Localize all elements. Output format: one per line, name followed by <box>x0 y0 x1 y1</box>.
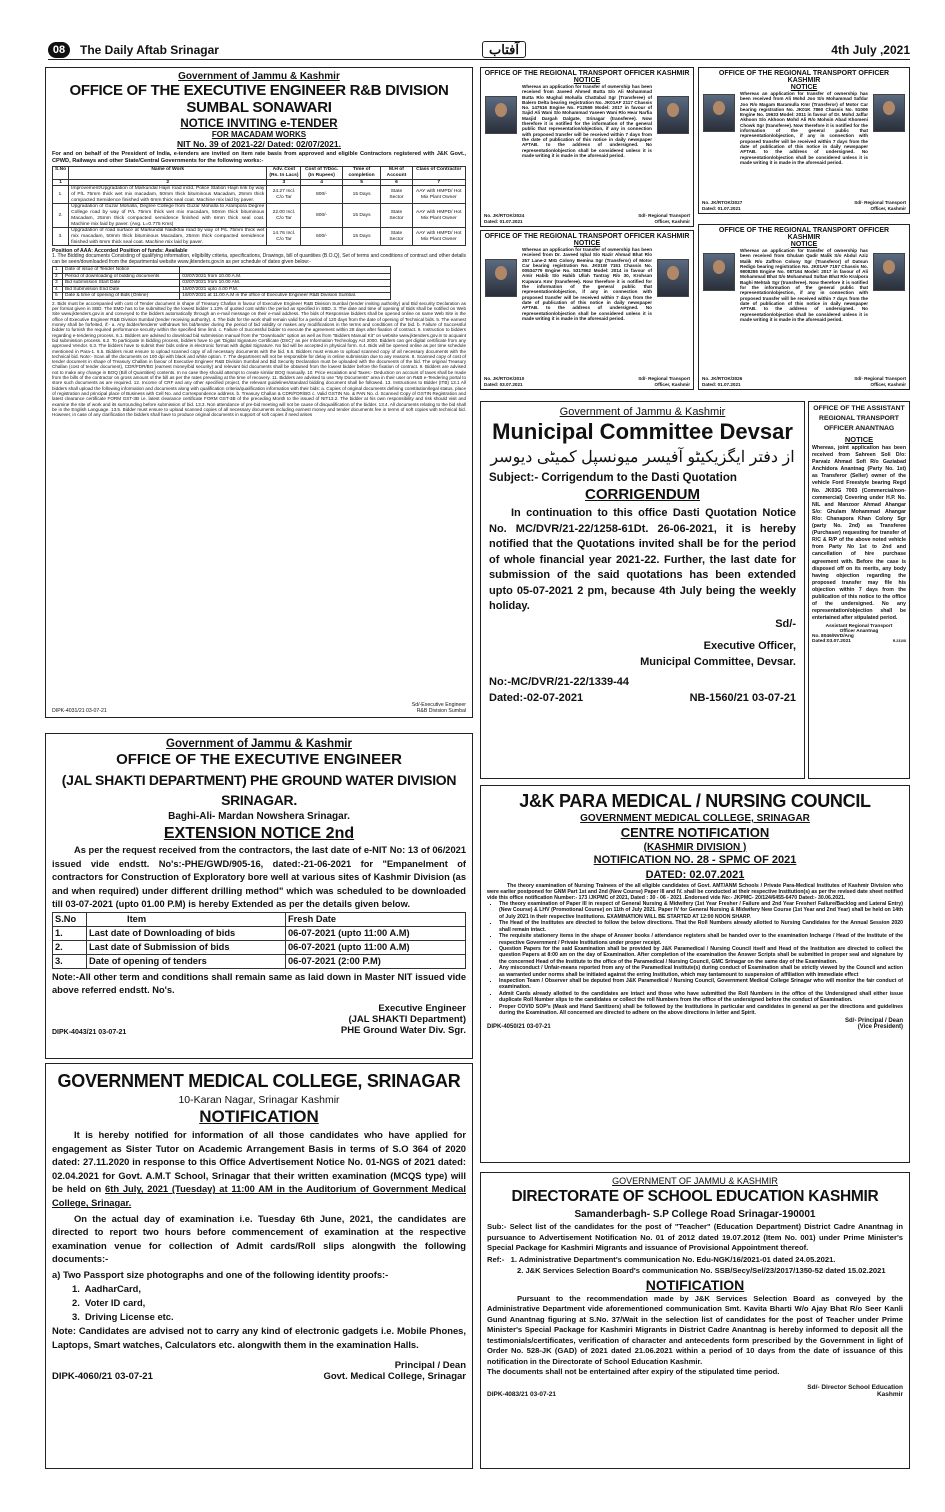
rto4-footer <box>702 376 906 387</box>
rb-dipk: DIPK-4031/21 03-07-21 <box>52 708 107 714</box>
ana-ref: R.23108 <box>892 639 906 644</box>
rb-col-header: Name of Work <box>69 167 267 179</box>
rb-col-number: 4 <box>301 179 342 186</box>
rb-col-number: 6 <box>381 179 412 186</box>
list-item: ▪ Proper COVID SOP's (Mask and Hand Sanitizers) shall be followed by the Institutions in particular and candidates in general as per the directions and guidelines during the Examination. All concerned are directed to adhere on the above directions in letter and Spirit. <box>499 1004 903 1016</box>
gmc-footer <box>52 1371 466 1382</box>
gmc-note: Note: Candidates are advised not to carry any kind of electronic gadgets i.e. Mobile Phones, Laptops, Smart watches, Calculators etc. alongwith them in the examination Halls. <box>52 1324 466 1350</box>
gmc-notification <box>45 1063 473 1469</box>
newspaper-logo: آفتاب <box>482 41 526 58</box>
phe-title1: OFFICE OF THE EXECUTIVE ENGINEER <box>116 751 402 768</box>
para-sub: GOVERNMENT MEDICAL COLLEGE, SRINAGAR <box>580 813 810 824</box>
gmc-id1: 1. AadharCard, <box>72 1282 141 1294</box>
applicant-photo-3 <box>703 94 735 132</box>
rto-notice-4 <box>698 224 910 390</box>
ana-body: Whereas, joint application has been received from Sahreen Soli D/o: Parvaiz Ahmad Sofi R/o Gaziabad Anchidora Anantnag (Party No. 1st) as Transferor (Seller) owner of the vehicle Ford Freestyle bearing Regd No. JK03G 7003 (Commercial/non-commercial) Covering under H.P. No. NIL and Manzoor Ahmad Ahangar S/o: Ghulam Mohammad Ahangar R/o: Chanapora Khan Colony Sgr (party No. 2nd) as Transferee (Purchaser) requesting for transfer of R/C & R/P of the above noted vehicle from Party No 1st to 2nd and cancellation of hire purchase agreement with. Before the case is disposed off on its merits, any body having objection regarding the proposed transfer may file his objection within 7 days from the publication of this notice to the office of the undersigned. No any representation/objection shall be entertained after stipulated period. <box>812 445 906 622</box>
dse-title: DIRECTORATE OF SCHOOL EDUCATION KASHMIR <box>511 1188 879 1205</box>
mc-nb: NB-1560/21 03-07-21 <box>689 691 796 704</box>
para-notif: NOTIFICATION NO. 28 - SPMC OF 2021 <box>593 854 797 866</box>
rb-col-number: 3 <box>267 179 301 186</box>
dse-sig1: Sd/- Director School Education <box>807 1383 903 1391</box>
table-cell: 15 Days <box>342 186 381 204</box>
gmc-sig2: Govt. Medical College, Srinagar <box>323 1370 466 1382</box>
rto3-sig2: Officer, Kashmir <box>654 381 690 387</box>
rto2-footer <box>702 200 906 211</box>
ana-t2: REGIONAL TRANSPORT <box>819 415 899 422</box>
rto1-sig1: Sd/- Regional Transport <box>638 213 690 219</box>
mc-corrigendum: CORRIGENDUM <box>585 486 700 503</box>
table-cell: Bid Submission End Date <box>63 286 180 293</box>
rto4-sig1: Sd/- Regional Transport <box>854 376 906 382</box>
ana-sig2: Officer Anantnag <box>839 629 879 635</box>
mc-sig1: Executive Officer, <box>703 639 796 652</box>
table-cell: 03/07/2021 from 10.00 A.M. <box>180 273 391 280</box>
list-item: ▪ The requisite stationery items in the shape of Answer books / attendance registers shall be handed over to the examination Incharge / Head of the Institute of the respective Government / Private Institutions under proper receipt. <box>499 933 903 945</box>
gmc-address: 10-Karan Nagar, Srinagar Kashmir <box>178 1094 340 1106</box>
rto1-date: Dated: 01.07.2021 <box>484 218 523 224</box>
para-dated: DATED: 02.07.2021 <box>645 869 745 881</box>
phe-extension-notice <box>45 733 473 1059</box>
phe-title2: (JAL SHAKTI DEPARTMENT) PHE GROUND WATER DIVISION SRINAGAR. <box>61 772 457 808</box>
rb-position: Position of AAA: Accorded Position of funds: Available <box>52 248 188 255</box>
table-cell: Bid submission Start Date <box>63 280 180 287</box>
rto4-sig2: Officer, Kashmir <box>870 381 906 387</box>
table-cell: Upgradation of Guzar Mohalla, Degree College from Guzar Mohalla to Arampora Degree College road by way of P/L 75mm thick wet mix macadam, 50mm thick bituminous Macadam, 25mm thick compacted semidence finished with 6mm thick seal coat. Machine mix laid by paver. (Avg. L=0.775 Kms) <box>69 204 267 228</box>
table-cell: 16/07/2021 at 11.00 A.M in the office of Executive Engineer R&B Division Sumbal. <box>180 293 391 300</box>
table-cell: 2. <box>53 940 87 954</box>
table-cell: 600/- <box>301 228 342 246</box>
ana-t3: OFFICER ANANTNAG <box>823 425 895 432</box>
rto1-sig2: Officer, Kashmir <box>654 218 690 224</box>
table-cell: 06-07-2021 (upto 11:00 A.M) <box>286 940 466 954</box>
paramedical-notification <box>480 785 910 1163</box>
para-centre: CENTRE NOTIFICATION <box>620 825 770 840</box>
rto2-head: OFFICE OF THE REGIONAL TRANSPORT OFFICER KASHMIR <box>718 70 890 84</box>
rto1-footer <box>484 213 690 224</box>
mc-urdu: از دفتر ایگزیکیٹو آفیسر میونسپل کمیٹی دیوسر <box>490 449 795 466</box>
rto-notice-2 <box>698 67 910 214</box>
newspaper-name: The Daily Aftab Srinagar <box>80 43 219 57</box>
rto2-notice: NOTICE <box>790 84 818 91</box>
municipal-corrigendum <box>480 401 805 779</box>
phe-address: Baghi-Ali- Mardan Nowshera Srinagar. <box>168 811 350 822</box>
phe-col-item: Item <box>87 912 286 926</box>
applicant-photo-6 <box>657 259 689 297</box>
table-cell: Last date of Submission of bids <box>87 940 286 954</box>
rto-notice-1 <box>480 67 694 227</box>
rb-col-header: Cost of T/Doc. (In Rupees) <box>301 167 342 179</box>
dse-address: Samanderbagh- S.P College Road Srinagar-190001 <box>574 1209 816 1220</box>
table-cell: 15 Days <box>342 228 381 246</box>
rb-footer <box>52 702 466 714</box>
table-cell: 4 <box>53 286 63 293</box>
table-cell: 3. <box>53 228 69 246</box>
rto4-no: No. JK/RTOK/3026 <box>702 376 743 382</box>
rto4-head: OFFICE OF THE REGIONAL TRANSPORT OFFICER KASHMIR <box>718 227 890 241</box>
gmc-para2: On the actual day of examination i.e. Tuesday 6th June, 2021, the candidates are directed to report two hours before commencement of examination at the respective examination venue for collection of Admit cards/Roll slips alongwith the following documents:- <box>52 1212 466 1265</box>
rb-col-number: 2 <box>69 179 267 186</box>
rb-col-number: 7 <box>412 179 465 186</box>
table-row <box>53 940 466 954</box>
para-instructions <box>487 901 903 1016</box>
table-cell: 2. <box>53 204 69 228</box>
table-cell: Improvement/Upgradation of Markundal Hajin road incld. Police Station Hajin link by way of P/L 75mm thick wet mix macadam, 50mm thick bituminous Macadam, 25mm thick compacted Semidence finished with 6mm thick seal coat. Machine mix laid by paver. <box>69 186 267 204</box>
table-cell: 03/07/2021 from 10.00 AM. <box>180 280 391 287</box>
rto3-head: OFFICE OF THE REGIONAL TRANSPORT OFFICER KASHMIR <box>484 233 690 240</box>
phe-body: As per the request received from the contractors, the last date of e-NIT No: 13 of 06/2021 issued vide endstt. No's:-PHE/GWD/905-16, dated:-21-06-2021 for "Empanelment of contractors for Construction of Exploratory bore well at various sites of Kashmir Division (as and when required) under different drilling method" which was scheduled to be downloaded till 03-07-2021 (upto 01.00 P.M) is hereby Extended as per the details given below. <box>52 845 466 910</box>
table-cell: 800/- <box>301 204 342 228</box>
dse-ref2: 2. J&K Services Selection Board's communication No. SSB/Secy/Sel/23/2017/1350-52 dated 15.02.2021 <box>517 1265 886 1275</box>
table-cell: State Sector <box>381 204 412 228</box>
rb-col-header: S.No <box>53 167 69 179</box>
phe-gov: Government of Jammu & Kashmir <box>166 738 352 750</box>
gmc-notification-heading: NOTIFICATION <box>199 1107 319 1126</box>
gmc-para1 <box>52 1128 466 1210</box>
rb-works-table <box>52 166 466 246</box>
table-row <box>53 286 391 293</box>
dse-gov: GOVERNMENT OF JAMMU & KASHMIR <box>612 1176 778 1186</box>
table-cell: 1 <box>53 266 63 273</box>
table-row <box>53 186 466 204</box>
gmc-sig1: Principal / Dean <box>394 1359 466 1371</box>
table-cell: 5 <box>53 293 63 300</box>
page-number: 08 <box>48 42 70 58</box>
para-intro: The theory examination of Nursing Trainees of the all eligible candidates of Govt. AMT/ANM Schools / Private Para-Medical Institutes of Kashmir Division who were earlier postponed for GNM Part 1st and 2nd (New Course) Paper III and IV. shall be conducted at their respective Institution(s) as per the revised date sheet notified vide this office notification Number:- 173 /JKPMC of 2021, Dated : 30 - 06 - 2021 .Endorsed vide No:- JKPMC- 20/124/6455-6470 Dated:- 30.06.2021. <box>487 883 903 902</box>
table-cell: 24.27 Incl. C/o Tar <box>267 186 301 204</box>
dse-notification-heading: NOTIFICATION <box>645 1276 745 1293</box>
rb-sig2: R&B Division Sumbal <box>416 708 466 714</box>
para-footer <box>487 1024 903 1030</box>
phe-sig1: Executive Engineer <box>378 1002 466 1014</box>
rb-col-header: Class of Contractor <box>412 167 465 179</box>
table-cell: 14.76 Incl. C/o Tar <box>267 228 301 246</box>
rto2-date: Dated: 01.07.2021 <box>702 205 741 211</box>
mc-date: Dated:-02-07-2021 <box>489 691 584 704</box>
table-cell: 3 <box>53 280 63 287</box>
gmc-id2: 2. Voter ID card, <box>72 1296 146 1308</box>
mc-subject: Subject:- Corrigendum to the Dasti Quotation <box>489 472 737 484</box>
list-item: ▪ The theory examination of Paper III in respect of General Nursing & Midwifery (1st Year Fresher / Failure and 2nd Year Fresher/ Failure/Backlog and Lateral Entry) (New Course) & LHV (Promotional Course) on 11th of July 2021. Paper IV for General Nursing & Midwifery New Course (1st Year and 2nd Year) shall be held on 14th of July 2021 in their respective Institutions. EXAMINATION WILL BE STARTED AT 12:00 NOON SHARP. <box>499 901 903 920</box>
rb-col-number: 1 <box>53 179 69 186</box>
rb-nit: NIT No. 39 of 2021-22/ Dated: 02/07/2021. <box>177 139 341 149</box>
rto4-text: Whereas an application for transfer of ownership has been received from Ghulam Qadir Malik S/o Abdul Aziz Malik R/o Zaffron Colony Sgr (Transferor) of Datsun Redigo bearing registration No. JK01AF 7157 Chassis No. 9808255 Engine No. 087164 Model: 2017 in favour of Ali Mohammad Bhat S/o Mohammad Sultan Bhat R/o Kralpora Baghi Mehtab Sgr (transferee). Now therefore it is notified for the information of the general public that representation/objection, if any in connection with proposed transfer will be received within 7 days from the date of publication of this notice in daily newspaper AFTAB. to the address of undersigned. No representation/objection shall be considered unless it is made writing it is made in the aforesaid period. <box>740 248 868 322</box>
dse-last: The documents shall not be entertained after expiry of the stipulated time period. <box>487 1367 780 1376</box>
rb-notice-heading: NOTICE INVITING e-TENDER <box>180 118 338 130</box>
para-dipk: DIPK-4050/21 03-07-21 <box>487 1024 551 1031</box>
mc-title: Municipal Committee Devsar <box>492 419 793 444</box>
dse-dipk: DIPK-4083/21 03-07-21 <box>487 1390 557 1398</box>
applicant-photo-7 <box>703 253 735 291</box>
applicant-photo-4 <box>873 94 905 132</box>
phe-sig2: (JAL SHAKTI Department) <box>348 1013 466 1025</box>
table-row <box>53 926 466 940</box>
table-row <box>53 204 466 228</box>
table-cell: 06-07-2021 (upto 11:00 A.M) <box>286 926 466 940</box>
phe-extension: EXTENSION NOTICE 2nd <box>163 825 355 842</box>
dse-footer <box>487 1391 903 1398</box>
table-cell: Date of issue of Tender Notice <box>63 266 180 273</box>
phe-sig3: PHE Ground Water Div. Sgr. <box>340 1024 466 1036</box>
phe-dates-table <box>52 912 466 969</box>
rto4-date: Dated: 01.07.2021 <box>702 381 741 387</box>
mc-sig2: Municipal Committee, Devsar. <box>640 655 796 668</box>
phe-col-date: Fresh Date <box>286 912 466 926</box>
gmc-para1-text: It is hereby notified for information of all those candidates who have applied for engagement as Sister Tutor on Academic Arrangement Basis in terms of S.O 364 of 2020 dated: 27.11.2020 in response to this Office Advertisement Notice No. 01-NGS of 2021 dated: 02.04.2021 for Govt. A.M.T School, Srinagar that their written examination (MCQS type) will be held on <box>52 1129 466 1195</box>
para-sig1: Sd/- Principal / Dean <box>844 1018 903 1025</box>
mc-body: In continuation to this office Dasti Quotation Notice No. MC/DVR/21-22/1258-61Dt. 26-06-2021, it is hereby notified that the Quotations invited shall be for the period of whole financial year 2021-22. Further, the last date for submission of the said quotations has been extended upto 05-07-2021 2 pm, because 4th July being the weekly holiday. <box>489 507 796 612</box>
rb-intro: For and on behalf of the President of India, e-tenders are invited on item rate basis from approved and eligible Contractors registered with J&K Govt., CPWD, Railways and other State/Central Governments for the following works:- <box>52 151 466 164</box>
dse-body: Pursuant to the recommendation made by J&K Services Selection Board as conveyed by the Administrative Department vide aforementioned communication Smt. Kavita Bharti W/o Ajay Bhat R/o Seer Kanli Gund Anantnag figuring at S.No. 37/Wait in the selection list of candidates for the post of Teacher under Prime Minister's Special Package for Kashmiri Migrants in District Cadre Anantnag is hereby informed to deposit all the testimonials/certificates, verification of character and antecedents form prescribed by the Government in light of Order No. 528-JK (GAD) of 2021 dated 21.06.2021 within a period of 10 days from the date of issuance of this notification in the Directorate of School Education Kashmir. <box>487 1293 903 1366</box>
table-row <box>53 266 391 273</box>
page-header <box>48 42 910 60</box>
mc-no: No:-MC/DVR/21-22/1339-44 <box>489 675 629 688</box>
table-cell: AAY with HMPD/ Hot Mix Plant Owner <box>412 204 465 228</box>
rb-for: FOR MACADAM WORKS <box>211 130 307 139</box>
list-item: ▪ Admit Cards already allotted to the candidates are intact and those who have submitted the Roll Numbers in the office of the Undersigned shall either issue duplicate Roll Number slips to the candidates or collect the roll Numbers from the office of the undersigned before the conduct of Examination. <box>499 991 903 1003</box>
ana-t1: OFFICE OF THE ASSISTANT <box>813 405 905 412</box>
rto-notice-3 <box>480 230 694 390</box>
table-cell: 2 <box>53 273 63 280</box>
list-item: ▪ Question Papers for the said Examination shall be provided by J&K Paramedical / Nursing Council itself and Head of the Institution are directed to collect the question Papers at 8:00 am on the day of Examination. After completion of the examination the Answer Scripts shall be submitted in proper seal and signature by the concerned Head of the Institute to the office of the Paramedical / Nursing Council, GMC Srinagar on the same day of the Examination. <box>499 946 903 965</box>
dse-subject: Sub:- Select list of the candidates for the post of "Teacher" (Education Department) District Cadre Anantnag in pursuance to Advertisement Notification No. 01 of 2012 dated 19.07.2012 (Item No. 001) under Prime Minister's Special Package for Kashmiri Migrants and issuance of Provisional Appointment thereof. <box>487 1222 903 1252</box>
phe-note: Note:-All other term and conditions shall remain same as laid down in Master NIT issued vide above referred endstt. No's. <box>52 971 466 995</box>
table-cell: 15/07/2021 upto 4.00 P.M. <box>180 286 391 293</box>
table-row <box>53 280 391 287</box>
rb-gov: Government of Jammu & Kashmir <box>178 71 340 82</box>
table-cell: Upgradation of road surface at Markundal Naidkhai road by way of P/L 75mm thick wet mix macadam, 50mm thick bituminous Macadam, 25mm thick compacted semidence finished with 6mm thick seal coat. Machine mix laid by paver. <box>69 228 267 246</box>
rb-tender-notice <box>45 67 473 718</box>
phe-footer <box>52 1025 466 1036</box>
applicant-photo-2 <box>657 96 689 134</box>
table-row <box>53 293 391 300</box>
dse-ref1: Ref:- 1. Administrative Department's communication No. Edu-NGK/16/2021-01 dated 24.05.2021. <box>487 1254 836 1264</box>
gmc-dipk: DIPK-4060/21 03-07-21 <box>52 1370 153 1382</box>
rb-col-number: 5 <box>342 179 381 186</box>
rto3-no: No. JK/RTOK/3010 <box>484 376 525 382</box>
ana-date: Dated:03.07.2021 <box>812 639 851 645</box>
table-cell: 06-07-2021 (2:00 P.M) <box>286 954 466 968</box>
rto1-no: No. JK/RTOK/3024 <box>484 213 525 219</box>
table-row <box>53 228 466 246</box>
mc-footer <box>489 692 796 704</box>
rto2-text: Whereas an application for transfer of ownership has been received from Ali Mohd Joo S/o Mohammad Safdar Joo R/o Magam Baramulla Kmr (Transferor) of Motor Car bearing registration No. JK01K 7860 Chassis No. 51006 Engine No. 19633 Model: 2011 in favour of Dr. Mohd Jaffar Akhoon S/o Akhoon Mohd Ali R/o Mohsin Abad Khomeni Chowk Sgr (transferee). Now therefore it is notified for the information of the general public that representation/objection, if any in connection with proposed transfer will be received within 7 days from the date of publication of this notice in daily newspaper AFTAB. to the address of undersigned. No representation/objection shall be considered unless it is made writing it is made in the aforesaid period. <box>740 91 868 165</box>
table-cell: 22.00 Incl. C/o Tar <box>267 204 301 228</box>
table-row <box>53 273 391 280</box>
table-cell: AAY with HMPD/ Hot Mix Plant Owner <box>412 228 465 246</box>
gmc-title: GOVERNMENT MEDICAL COLLEGE, SRINAGAR <box>57 1071 461 1091</box>
table-cell: 3. <box>53 954 87 968</box>
rto4-notice: NOTICE <box>790 241 818 248</box>
dse-sig2: Kashmir <box>876 1390 903 1398</box>
para-division: (KASHMIR DIVISION ) <box>643 842 747 853</box>
table-cell: AAY with HMPD/ Hot Mix Plant Owner <box>412 186 465 204</box>
table-cell: 15 Days <box>342 204 381 228</box>
rto3-sig1: Sd/- Regional Transport <box>638 376 690 382</box>
mc-gov: Government of Jammu & Kashmir <box>559 406 726 418</box>
gmc-exam-date: 6th July, 2021 (Tuesday) at 11:00 AM in the Auditorium of Government Medical College, Srinagar. <box>52 1183 466 1208</box>
rb-dates-table <box>52 266 391 300</box>
rto1-head: OFFICE OF THE REGIONAL TRANSPORT OFFICER KASHMIR <box>484 70 690 77</box>
ana-footer <box>812 639 906 644</box>
rto1-text: Whereas an application for transfer of ownership has been received from Javeed Ahmed Butta S/o Ali Mohammad Butta R/o Mughal Mohalla Chattabal Sgr (Transferee) of Balero Delta bearing registration No. JK01AF 2117 Chassis No. 147516 Engine No. F12569 Model: 2017 in favour of Sajid Ali Wani S/o Mohammad Yaseen Wani R/o Hear Narfia Masjid Dargah Dalgate, Srinagar (transferee). Now therefore it is notified for the information of the general public that representation/objection, if any in connection with proposed transfer will be received within 7 days from the date of publication of this notice in daily newspaper AFTAB. to the address of undersigned. No representation/objection shall be considered unless it is made writing it is made in the aforesaid period. <box>522 84 652 158</box>
para-title: J&K PARA MEDICAL / NURSING COUNCIL <box>519 791 871 811</box>
rb-col-header: Adv. Cost (Rs. In Lacs) <box>267 167 301 179</box>
table-cell: 800/- <box>301 186 342 204</box>
rb-sig1: Sd/-Executive Engineer <box>411 702 466 708</box>
table-cell: 1. <box>53 186 69 204</box>
ana-sig1: Assistant Regional Transport <box>825 624 893 630</box>
table-cell: State Sector <box>381 186 412 204</box>
rto3-date: Dated: 03.07.2021 <box>484 381 523 387</box>
rb-title: OFFICE OF THE EXECUTIVE ENGINEER R&B DIVISION SUMBAL SONAWARI <box>69 82 449 116</box>
table-cell: 1. <box>53 926 87 940</box>
list-item: ▪ The Head of the Institutes are directed to follow the below directions. That the Roll Numbers already allotted to Nursing Candidates for the Annual Session 2020 shall remain intact. <box>499 920 903 932</box>
dse-notification <box>480 1172 910 1469</box>
rb-col-header: M.H of Account <box>381 167 412 179</box>
rb-col-header: Time of completion <box>342 167 381 179</box>
table-cell: State Sector <box>381 228 412 246</box>
rto2-sig2: Officer, Kashmir <box>870 205 906 211</box>
rb-para1: 1. The Bidding documents Consisting of qualifying information, eligibility criteria, specifications, Drawings, bill of quantities (B.O.Q), Set of terms and conditions of contract and other details can be seen/downloaded from the departmental website www.jktenders.gov.in as per schedule of dates given below:- <box>52 253 466 266</box>
rto3-text: Whereas an application for transfer of ownership has been received from Dr. Javeed Iqbal S/o Nazir Ahmad Bhat R/o 257 Lane-2 MIG Colony Bemina Sgr (Transferor) of Motor Car bearing registration No. JK01W 7151 Chassis No. 00534779 Engine No. 5317862 Model: 2014 in favour of Amir Habib S/o Habib Ullah Tantray R/o 30, Krohsan Kupwara Kmr (transferee). Now therefore it is notified for the information of the general public that representation/objection, if any in connection with proposed transfer will be received within 7 days from the date of publication of this notice in daily newspaper AFTAB. to the address of undersigned. No representation/objection shall be considered unless it is made writing it is made in the aforesaid period. <box>522 247 652 321</box>
table-cell <box>180 266 391 273</box>
ana-notice: NOTICE <box>844 435 874 444</box>
table-cell: Date of opening of tenders <box>87 954 286 968</box>
phe-dipk: DIPK-4043/21 03-07-21 <box>52 1028 127 1036</box>
rto3-footer <box>484 376 690 387</box>
applicant-photo-1 <box>485 96 517 134</box>
table-cell: Last date of Downloading of bids <box>87 926 286 940</box>
mc-sd: Sd/- <box>775 617 796 630</box>
anantnag-notice <box>808 401 910 779</box>
issue-date: 4th July ,2021 <box>831 43 910 57</box>
rto2-no: No. JK/RTOK/3027 <box>702 200 743 206</box>
gmc-docs: a) Two Passport size photographs and one of the following identity proofs:- <box>52 1268 389 1280</box>
table-cell: Period of downloading of bidding documents <box>63 273 180 280</box>
list-item: ▪ Any misconduct / Unfair-means reported from any of the Paramedical Institute(s) during conduct of Examination shall be strictly viewed by the Council and action as warranted under norms shall be initiated against the erring Institution, which may tantamount to suspension of affiliation with immediate effect <box>499 965 903 977</box>
rto2-sig1: Sd/- Regional Transport <box>854 200 906 206</box>
rto3-notice: NOTICE <box>573 240 601 247</box>
rto1-notice: NOTICE <box>573 77 601 84</box>
table-cell: Date & time of opening of Bids (Online) <box>63 293 180 300</box>
list-item: ▪ Inspection Team / Observer shall be deputed from J&K Paramedical / Nursing Council, Government Medical College Srinagar who will monitor the fair conduct of examination. <box>499 978 903 990</box>
applicant-photo-5 <box>485 259 517 297</box>
table-row <box>53 954 466 968</box>
gmc-id3: 3. Driving License etc. <box>72 1310 174 1322</box>
phe-col-sno: S.No <box>53 912 87 926</box>
ana-no: No. 8046/NVD/Ang <box>812 634 854 640</box>
applicant-photo-8 <box>873 253 905 291</box>
para-sig2: (Vice President) <box>857 1024 903 1031</box>
rb-body-text: 2. Bids must be accompanied with cost of Tender document in shape of Treasury Challan in favour of Executive Engineer R&B Division Sumbal (tender inviting authority) and Bid security Declaration as per format given in SBD. The EMD has to be submitted by the lowest bidder 1.13% of quoted cost within the period as specified in SBD. 3. The date and time of opening of Bids shall be notified on Web Site www.jktenders.gov.in and conveyed to the bidders automatically through an e-mail message on their e-mail address. The bids of Responsive bidders shall be opened online on same Web Site in the office of Executive Engineer R&B Division Sumbal (tender receiving authority). 4. The bids for the work shall remain valid for a period of 120 days from the date of opening of Technical bids. 5. The earnest money shall be forfeited, if:- a. Any bidder/tenderer withdraws his bid/tender during the period of bid validity or makes any modifications in the terms and conditions of the bid. b. Failure of Successful bidder to furnish the required performance security within the specified time limit. c. Failure of Successful bidder to execute the agreement within 28 days after fixation of contract. 6. Instruction to bidders regarding e-tendering process. 6.1. Bidders are advised to download bid submission manual from the "Downloads" option as well as from "Bidders Manual Kit" on website www.jktenders.gov.in to acquaint bid submission process. 6.2. To participate in bidding process, bidders have to get 'Digital Signature Certificate (DSC)' as per Information Technology Act 2000. Bidders can get digital certificate from any approved Vendor. 6.3. The bidders have to submit their bids online in electronic format with digital Signature. No bid will be accepted in physical form. 6.4. Bids will be opened online as per time schedule mentioned in Para-1. 6.5. Bidders must ensure to upload scanned copy of all necessary documents with the bid. 6.6. Bidders must ensure to upload scanned copy of all necessary documents with the technical bid. Note:- Scan all the documents on 100 dpi with black and white option. 7. The department will not be responsible for delay in online submission due to any reasons. 8. Scanned copy of cost of tender document in shape of Treasury Challan in favour of Executive Engineer R&B Division Sumbal and Bid Security Declaration must be uploaded with the documents of the bid. The original Treasury Challan (cost of tender document), CDR/FDR/BG (earnest money/bid security) and relevant bid documents shall be obtained from the lowest bidder before the fixation of contract. 9. Bidders are advised not to make any change in BOQ (Bill of Quantities) contents. In no case they should attempt to create similar BOQ manually. 10. Price escalation and Taxes:- Deduction on account of taxes shall be made from the bills of the contractor on gross amount of the bill as per the rates prevailing at the time of recovery. 11. Bidders are advised to use "My Documents" area in their user on R&B e-Tendering portal to store such documents as are required. 12. Income of CRF and any other specified project, the relevant guidelines/standard bidding document shall be followed. 13. Instructions to Bidder (ITB) 13.1 All bidders shall upload the following information and documents along with qualification criteria/qualification information with their bids: a. Copies of original documents defining constitution/legal status, place of registration and principal place of Business with Cell No. and Correspondence address. b. Treasury Challan & CDR/FDR/BG c. Valid GSTIN No. & PAN No. d. Scanned Copy of GSTIN Registration and latest clearance certificate FORM GST-3B i.e. latest clearance certificate FORM GST-3B of the preceding Month to the issued of NIT13.2. The bidder at his own responsibility and risk should visit and examine the site of work and its surrounding before submission of bid. 13.3. Non attendance of pre-bid meeting will not be cause of disqualification of the bidder. 13.4. All documents relating to the bid shall be in the English Language. 13.5. Bidder must ensure to upload scanned copies of all necessary documents including earnest money and tender documents fee in terms of soft copies with technical bid. However, in case of any clarification the bidders shall have to produce original documents in support of soft copies if need arises <box>52 300 466 418</box>
